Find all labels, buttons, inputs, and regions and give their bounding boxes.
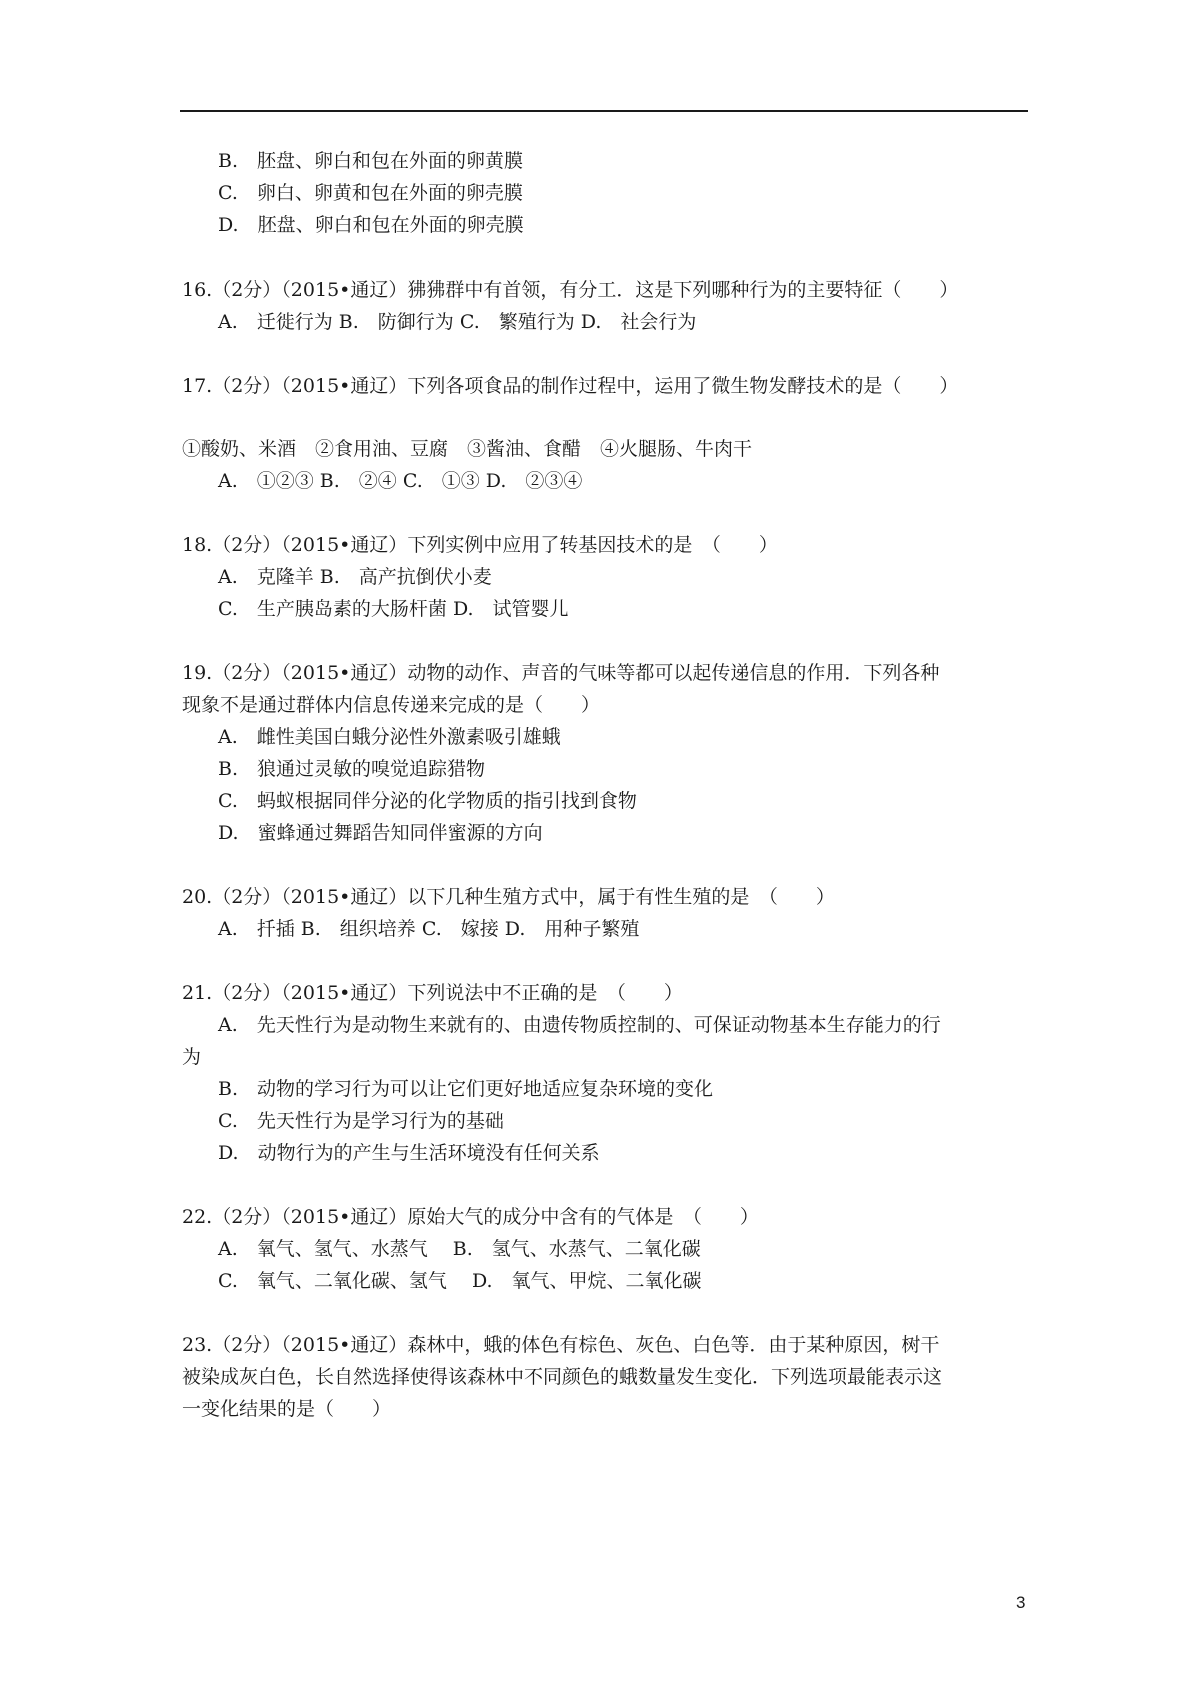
option-c: C. 卵白、卵黄和包在外面的卵壳膜 <box>218 182 523 204</box>
question-16-stem: 16.（2分）（2015•通辽）狒狒群中有首领，有分工．这是下列哪种行为的主要特征（ ） <box>182 279 959 301</box>
question-19-stem-line1: 19.（2分）（2015•通辽）动物的动作、声音的气味等都可以起传递信息的作用．下列各种 <box>182 662 940 684</box>
question-20-stem: 20.（2分）（2015•通辽）以下几种生殖方式中，属于有性生殖的是 （ ） <box>182 886 835 908</box>
question-18-options-ab: A. 克隆羊 B. 高产抗倒伏小麦 <box>218 566 492 588</box>
question-22-stem: 22.（2分）（2015•通辽）原始大气的成分中含有的气体是 （ ） <box>182 1206 759 1228</box>
question-23-stem-line1: 23.（2分）（2015•通辽）森林中，蛾的体色有棕色、灰色、白色等．由于某种原因，树干 <box>182 1334 940 1356</box>
question-22-options-ab: A. 氧气、氢气、水蒸气 B. 氢气、水蒸气、二氧化碳 <box>218 1238 701 1260</box>
question-19-option-d: D. 蜜蜂通过舞蹈告知同伴蜜源的方向 <box>218 822 543 844</box>
page-number: 3 <box>1016 1593 1026 1612</box>
question-17-items: ①酸奶、米酒 ②食用油、豆腐 ③酱油、食醋 ④火腿肠、牛肉干 <box>182 438 753 460</box>
question-20-options: A. 扦插 B. 组织培养 C. 嫁接 D. 用种子繁殖 <box>218 918 640 940</box>
question-19-option-c: C. 蚂蚁根据同伴分泌的化学物质的指引找到食物 <box>218 790 637 812</box>
question-21-stem: 21.（2分）（2015•通辽）下列说法中不正确的是 （ ） <box>182 982 683 1004</box>
question-18-options-cd: C. 生产胰岛素的大肠杆菌 D. 试管婴儿 <box>218 598 569 620</box>
question-16-options: A. 迁徙行为 B. 防御行为 C. 繁殖行为 D. 社会行为 <box>218 311 697 333</box>
header-rule <box>180 110 1028 112</box>
question-21-option-c: C. 先天性行为是学习行为的基础 <box>218 1110 504 1132</box>
question-18-stem: 18.（2分）（2015•通辽）下列实例中应用了转基因技术的是 （ ） <box>182 534 778 556</box>
question-21-option-a-line2: 为 <box>182 1046 202 1068</box>
question-22-options-cd: C. 氧气、二氧化碳、氢气 D. 氧气、甲烷、二氧化碳 <box>218 1270 702 1292</box>
question-19-option-b: B. 狼通过灵敏的嗅觉追踪猎物 <box>218 758 486 780</box>
question-21-option-b: B. 动物的学习行为可以让它们更好地适应复杂环境的变化 <box>218 1078 714 1100</box>
question-23-stem-line2: 被染成灰白色，长自然选择使得该森林中不同颜色的蛾数量发生变化．下列选项最能表示这 <box>182 1366 943 1388</box>
question-21-option-d: D. 动物行为的产生与生活环境没有任何关系 <box>218 1142 600 1164</box>
question-19-option-a: A. 雌性美国白蛾分泌性外激素吸引雄蛾 <box>218 726 561 748</box>
question-19-stem-line2: 现象不是通过群体内信息传递来完成的是（ ） <box>182 694 601 716</box>
option-b: B. 胚盘、卵白和包在外面的卵黄膜 <box>218 150 524 172</box>
question-21-option-a-line1: A. 先天性行为是动物生来就有的、由遗传物质控制的、可保证动物基本生存能力的行 <box>218 1014 941 1036</box>
question-17-stem: 17.（2分）（2015•通辽）下列各项食品的制作过程中，运用了微生物发酵技术的是（ ） <box>182 375 959 397</box>
question-17-options: A. ①②③ B. ②④ C. ①③ D. ②③④ <box>218 470 583 492</box>
question-23-stem-line3: 一变化结果的是（ ） <box>182 1398 392 1420</box>
option-d: D. 胚盘、卵白和包在外面的卵壳膜 <box>218 214 524 236</box>
